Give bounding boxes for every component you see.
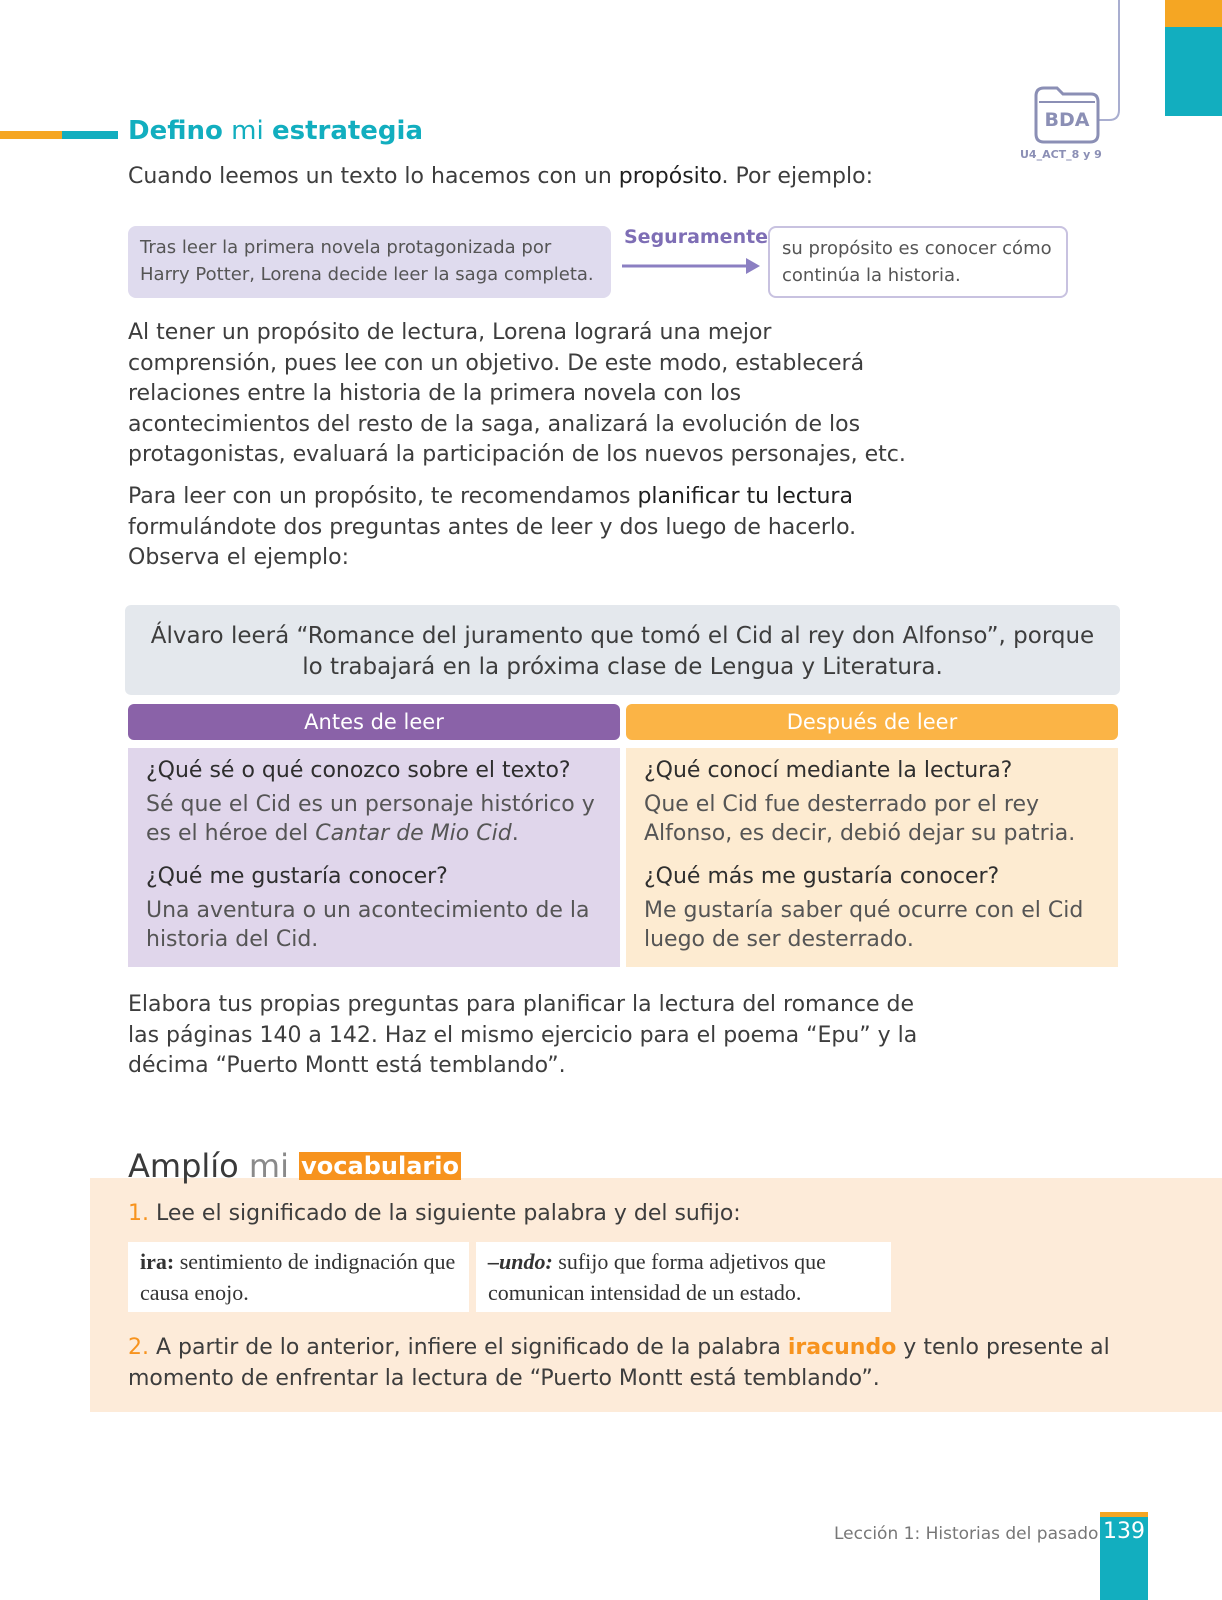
before-answer-1 <box>146 790 602 848</box>
after-question-1: ¿Qué conocí mediante la lectura? <box>644 758 1013 783</box>
page-number: 139 <box>1103 1519 1145 1544</box>
arrow-right-icon <box>622 255 762 277</box>
item-number: 1. <box>128 1201 149 1226</box>
item-number: 2. <box>128 1335 149 1360</box>
bda-label: BDA <box>1044 109 1090 131</box>
vocab-title-word-3: vocabulario <box>301 1152 459 1180</box>
title-word-1: Defino <box>128 116 223 146</box>
example-box: Tras leer la primera novela protagonizada por Harry Potter, Lorena decide leer la saga completa. <box>128 226 611 298</box>
intro-keyword: propósito <box>618 164 722 189</box>
recommendation-keyword: planificar tu lectura <box>637 484 853 509</box>
item-text-end: y tenlo presente al momento de enfrentar la lectura de “Puerto Montt está temblando”. <box>128 1335 1110 1391</box>
before-question-1: ¿Qué sé o qué conozco sobre el texto? <box>146 758 571 783</box>
result-box: su propósito es conocer cómo continúa la historia. <box>768 226 1068 298</box>
vocab-item-1 <box>128 1201 741 1226</box>
bda-folder-icon[interactable] <box>1031 84 1101 144</box>
before-question-2: ¿Qué me gustaría conocer? <box>146 864 448 889</box>
after-question-2: ¿Qué más me gustaría conocer? <box>644 864 1000 889</box>
definition-box-undo <box>476 1242 891 1312</box>
connector-label: Seguramente <box>624 226 769 248</box>
intro-text: Cuando leemos un texto lo hacemos con un <box>128 164 619 189</box>
definition-text: sentimiento de indignación que causa enojo. <box>140 1249 456 1305</box>
after-reading-header: Después de leer <box>626 704 1118 740</box>
section-title-strategy <box>128 116 423 146</box>
title-word-2: mi <box>231 116 264 146</box>
after-answer-1: Que el Cid fue desterrado por el rey Alfonso, es decir, debió dejar su patria. <box>644 792 1076 846</box>
footer-lesson: Lección 1: Historias del pasado <box>834 1524 1099 1544</box>
item-text: A partir de lo anterior, infiere el significado de la palabra <box>156 1335 788 1360</box>
before-answer-2: Una aventura o un acontecimiento de la historia del Cid. <box>146 898 590 952</box>
before-reading-header: Antes de leer <box>128 704 620 740</box>
before-answer-1-text: Sé que el Cid es un personaje histórico y es el héroe del <box>146 792 595 846</box>
intro-text-end: . Por ejemplo: <box>721 164 873 189</box>
heading-rule-orange <box>0 131 62 139</box>
heading-rule-teal <box>62 131 118 139</box>
intro-paragraph <box>128 162 928 193</box>
definition-box-ira <box>128 1242 469 1312</box>
definition-term: –undo: <box>488 1249 553 1274</box>
section-title-vocabulary <box>128 1147 461 1185</box>
explanation-paragraph: Al tener un propósito de lectura, Lorena logrará una mejor comprensión, pues lee con un objetivo. De este modo, establecerá relaciones entre la historia de la primera novela con los acontecimientos del resto de la saga, analizará la evolución de los protagonistas, evaluará la participación de los nuevos personajes, etc. <box>128 320 906 467</box>
bda-code: U4_ACT_8 y 9 <box>1020 148 1102 161</box>
before-answer-1-end: . <box>511 821 519 846</box>
corner-tab-orange <box>1165 0 1222 27</box>
recommendation-text-end: formulándote dos preguntas antes de leer y dos luego de hacerlo. Observa el ejemplo: <box>128 514 857 570</box>
after-reading-panel <box>626 748 1118 967</box>
after-answer-2: Me gustaría saber qué ocurre con el Cid luego de ser desterrado. <box>644 898 1084 952</box>
definition-term: ira: <box>140 1249 175 1274</box>
before-reading-panel <box>128 748 620 967</box>
vocab-title-word-1: Amplío <box>128 1147 239 1185</box>
activity-paragraph: Elabora tus propias preguntas para planificar la lectura del romance de las páginas 140 a 142. Haz el mismo ejercicio para el poema “Epu” y la décima “Puerto Montt está temblando”. <box>128 992 918 1078</box>
item-text: Lee el significado de la siguiente palabra y del sufijo: <box>156 1201 741 1226</box>
recommendation-paragraph <box>128 482 908 574</box>
vocab-title-word-2: mi <box>248 1147 289 1185</box>
title-word-3: estrategia <box>271 116 423 146</box>
before-answer-1-title: Cantar de Mio Cid <box>315 821 512 846</box>
recommendation-text: Para leer con un propósito, te recomendamos <box>128 484 638 509</box>
example-scenario-box: Álvaro leerá “Romance del juramento que tomó el Cid al rey don Alfonso”, porque lo trabajará en la próxima clase de Lengua y Literatura. <box>125 605 1120 695</box>
vocab-item-2 <box>128 1332 1128 1394</box>
definition-text: sufijo que forma adjetivos que comunican intensidad de un estado. <box>488 1249 826 1305</box>
item-keyword: iracundo <box>787 1335 897 1360</box>
corner-tab-teal <box>1165 27 1222 116</box>
